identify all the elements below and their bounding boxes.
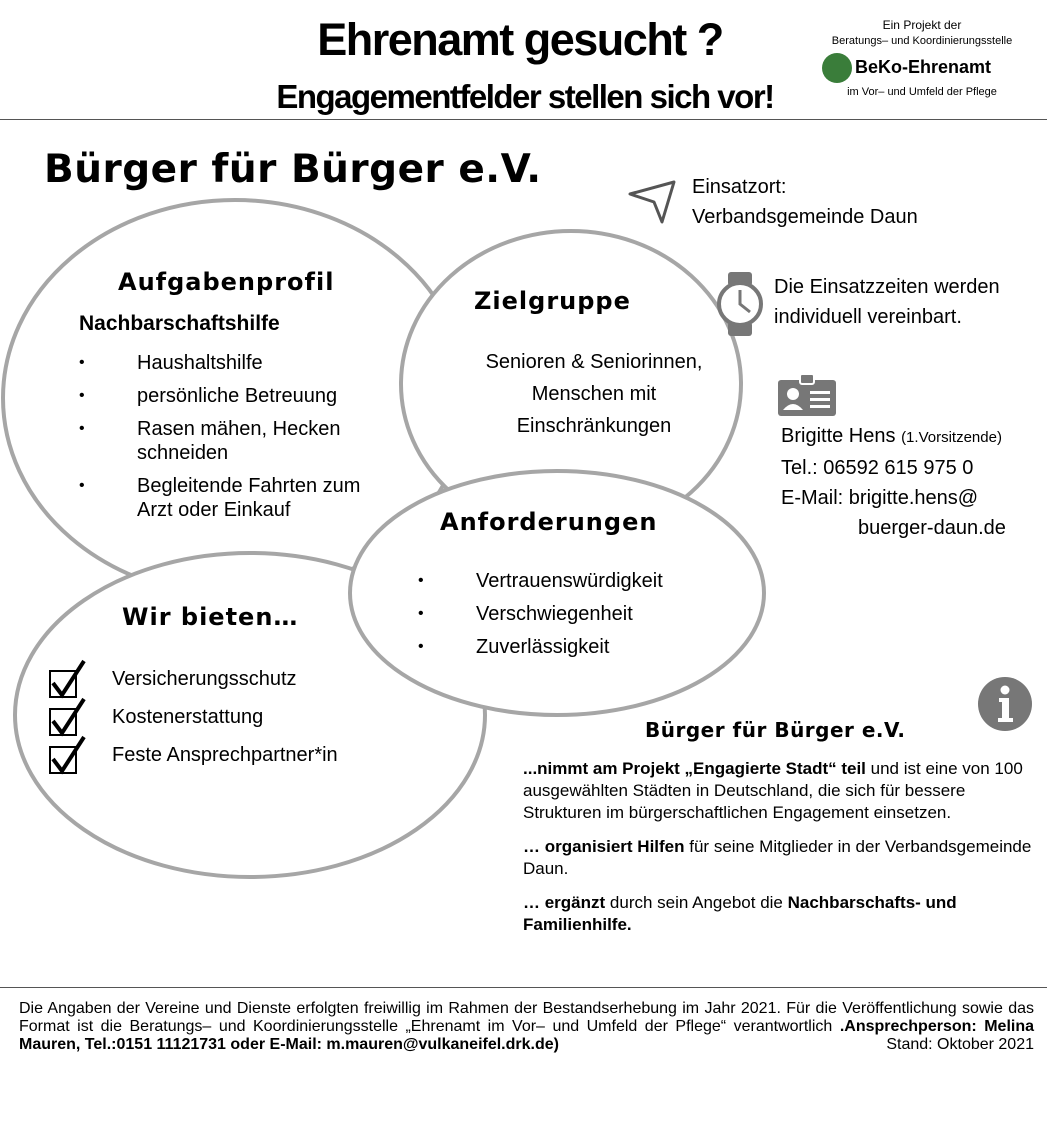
list-item: • Vertrauenswürdigkeit [418, 569, 718, 593]
anforderungen-list [418, 569, 718, 668]
footer [19, 1000, 1034, 1054]
contact-role: (1.Vorsitzende) [901, 429, 1002, 446]
location-arrow-icon [626, 178, 678, 226]
location-value: Verbandsgemeinde Daun [692, 206, 918, 228]
info-p3-bold: … ergänzt [523, 893, 606, 912]
contact-block [781, 421, 1006, 543]
zielgruppe-line-2: Menschen mit [531, 383, 657, 405]
contact-email-label: E-Mail: [781, 487, 844, 509]
bieten-item [48, 698, 263, 736]
watch-icon [714, 270, 766, 338]
info-paragraph-3 [523, 892, 1041, 936]
footer-contact: .Ansprechperson: Melina Mauren, Tel.:0151 11121731 oder E-Mail: m.mauren@vulkaneifel.drk.de) [19, 1018, 1035, 1053]
info-p3-mid: durch sein Angebot die [605, 893, 788, 912]
info-paragraph-1 [523, 758, 1041, 824]
bieten-label: Versicherungsschutz [112, 667, 297, 690]
contact-email-row [781, 483, 1006, 513]
anforderungen-heading: Anforderungen [440, 508, 658, 536]
page-title: Ehrenamt gesucht ? [317, 14, 723, 65]
footer-divider [0, 987, 1047, 988]
bieten-heading: Wir bieten… [122, 603, 299, 631]
list-item: • Begleitende Fahrten zum Arzt oder Einkauf [79, 474, 389, 522]
info-paragraph-2 [523, 836, 1041, 880]
info-title: Bürger für Bürger e.V. [645, 718, 906, 742]
zielgruppe-heading: Zielgruppe [474, 287, 631, 315]
project-line-2: Beratungs– und Koordinierungsstelle [831, 35, 1013, 47]
list-item: • persönliche Betreuung [79, 384, 389, 408]
contact-name: Brigitte Hens [781, 425, 896, 447]
list-item: • Rasen mähen, Hecken schneiden [79, 417, 389, 465]
contact-phone: Tel.: 06592 615 975 0 [781, 457, 974, 479]
footer-text: Die Angaben der Vereine und Dienste erfolgten freiwillig im Rahmen der Bestandserhebung im Jahr 2021. Für die Veröffentlichung sowie das Format ist die Beratungs– und Koordinierungsstelle „Ehrenamt im Vor– und Umfeld der Pflege“ verantwortlich [19, 1000, 1034, 1035]
list-item: • Verschwiegenheit [418, 602, 718, 626]
bieten-item [48, 660, 297, 698]
info-p1-rest: und ist eine von 100 ausgewählten Städten in Deutschland, die sich für bessere Strukturen im bürgerschaftlichen Engagement einsetzen. [523, 759, 1023, 822]
footer-stand: Stand: Oktober 2021 [886, 1036, 1034, 1053]
info-body [523, 758, 1041, 948]
info-p2-rest: für seine Mitglieder in der Verbandsgemeinde Daun. [523, 837, 1032, 878]
project-line-3: im Vor– und Umfeld der Pflege [847, 86, 997, 98]
times-line-1: Die Einsatzzeiten werden [774, 276, 1000, 298]
contact-name-row [781, 421, 1006, 453]
bieten-item [48, 736, 338, 774]
checkbox-checked-icon [48, 697, 88, 737]
page-subtitle: Engagementfelder stellen sich vor! [276, 78, 774, 115]
aufgaben-list [79, 351, 389, 531]
aufgaben-heading: Aufgabenprofil [118, 268, 335, 296]
checkbox-checked-icon [48, 735, 88, 775]
info-icon [977, 676, 1033, 732]
times-block [774, 272, 1000, 332]
project-line-1: Ein Projekt der [882, 18, 962, 32]
info-p1-bold: ...nimmt am Projekt „Engagierte Stadt“ teil [523, 759, 866, 778]
times-line-2: individuell vereinbart. [774, 306, 962, 328]
info-p2-bold: … organisiert Hilfen [523, 837, 685, 856]
zielgruppe-line-1: Senioren & Seniorinnen, [485, 351, 703, 373]
contact-email-cont[interactable]: buerger-daun.de [858, 517, 1006, 539]
list-item: • Haushaltshilfe [79, 351, 389, 375]
aufgaben-subtitle: Nachbarschaftshilfe [79, 312, 280, 335]
bieten-label: Feste Ansprechpartner*in [112, 743, 338, 766]
zielgruppe-line-3: Einschränkungen [516, 415, 672, 437]
beko-brand: BeKo-Ehrenamt [855, 57, 992, 77]
organization-title: Bürger für Bürger e.V. [44, 147, 542, 192]
zielgruppe-text [456, 346, 732, 442]
id-card-icon [778, 374, 838, 416]
info-p3-bold2: Nachbarschafts- und Familienhilfe. [523, 893, 957, 934]
list-item: • Zuverlässigkeit [418, 635, 718, 659]
location-label: Einsatzort: [692, 176, 787, 198]
location-block [692, 172, 918, 232]
bieten-label: Kostenerstattung [112, 705, 264, 728]
checkbox-checked-icon [48, 659, 88, 699]
contact-email[interactable]: brigitte.hens@ [848, 487, 979, 509]
